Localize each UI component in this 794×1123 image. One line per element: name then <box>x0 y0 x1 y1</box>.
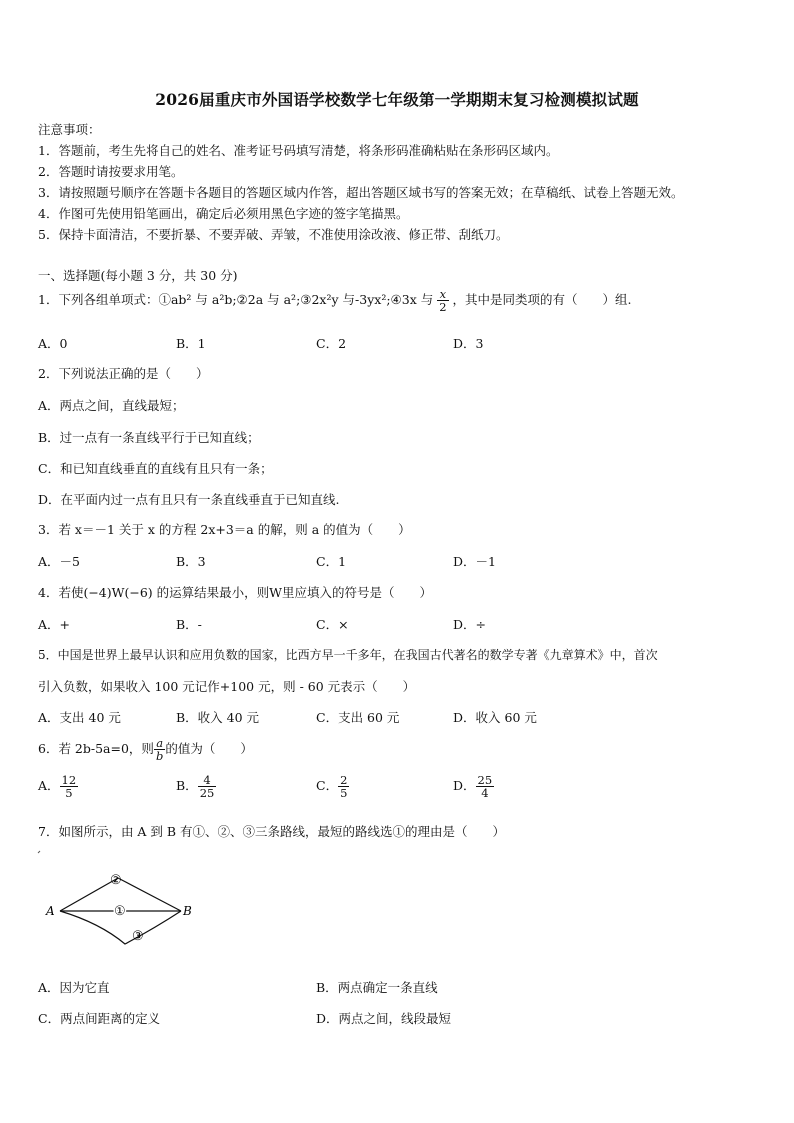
question-6-stem <box>38 737 253 762</box>
option-a: A．+ <box>38 617 71 632</box>
question-3-stem: 3．若 x＝－1 关于 x 的方程 2x+3＝a 的解，则 a 的值为（ ） <box>38 522 411 537</box>
fraction <box>198 774 217 799</box>
option-c: C．支出 60 元 <box>316 710 400 725</box>
option-c <box>316 774 349 799</box>
option-label: B． <box>176 778 198 794</box>
fraction <box>338 774 349 799</box>
option-label: A． <box>38 778 60 794</box>
option-a: A．－5 <box>38 554 80 569</box>
option-b <box>176 774 216 799</box>
question-7-stem: 7．如图所示，由 A 到 B 有①、②、③三条路线，最短的路线选①的理由是（ ） <box>38 824 506 839</box>
option-b: B．1 <box>176 336 206 351</box>
point-b-label: B <box>183 904 192 918</box>
fraction <box>60 774 79 799</box>
option-c: C．两点间距离的定义 <box>38 1011 161 1026</box>
option-b: B．3 <box>176 554 206 569</box>
option-label: D． <box>453 778 476 794</box>
section-heading: 一、选择题(每小题 3 分，共 30 分) <box>38 268 238 283</box>
route-1-label: ① <box>114 904 126 919</box>
fraction <box>476 774 495 799</box>
question-stem-part: 1．下列各组单项式：①ab² 与 a²b;②2a 与 a²;③2x²y 与-3yx²;④3x 与 <box>38 292 434 308</box>
route-2-label: ② <box>110 873 122 888</box>
option-a <box>38 774 78 799</box>
option-c: C．和已知直线垂直的直线有且只有一条； <box>38 461 273 476</box>
option-d: D．3 <box>453 336 484 351</box>
option-d: D．－1 <box>453 554 496 569</box>
option-d: D．÷ <box>453 617 486 632</box>
notice-item: 1．答题前，考生先将自己的姓名、准考证号码填写清楚，将条形码准确粘贴在条形码区域内。 <box>38 143 559 158</box>
route-diagram <box>30 848 230 958</box>
option-c: C．1 <box>316 554 347 569</box>
option-label: C． <box>316 778 339 794</box>
question-5-stem-line2: 引入负数，如果收入 100 元记作+100 元，则 - 60 元表示（ ） <box>38 679 416 694</box>
option-b: B．过一点有一条直线平行于已知直线； <box>38 430 260 445</box>
notice-heading: 注意事项： <box>38 122 101 137</box>
question-2-stem: 2．下列说法正确的是（ ） <box>38 366 209 381</box>
option-d: D．两点之间，线段最短 <box>316 1011 452 1026</box>
route-3-label: ③ <box>132 929 144 944</box>
fraction-numerator: 12 <box>61 773 77 787</box>
option-a: A．因为它直 <box>38 980 110 995</box>
option-d <box>453 774 494 799</box>
fraction-denominator: 5 <box>65 786 73 801</box>
fraction-denominator: 4 <box>481 786 489 801</box>
stray-mark <box>38 851 40 853</box>
question-stem-part: ，其中是同类项的有（ ）组. <box>452 292 632 308</box>
option-c: C．2 <box>316 336 347 351</box>
fraction-denominator: 2 <box>439 300 447 315</box>
notice-item: 4．作图可先使用铅笔画出，确定后必须用黑色字迹的签字笔描黑。 <box>38 206 409 221</box>
question-1-stem <box>38 288 632 313</box>
option-b: B．两点确定一条直线 <box>316 980 438 995</box>
fraction-numerator: a <box>154 737 165 750</box>
fraction-numerator: 2 <box>340 773 348 787</box>
point-a-label: A <box>46 904 55 918</box>
notice-item: 3．请按照题号顺序在答题卡各题目的答题区域内作答，超出答题区域书写的答案无效；在草稿纸、试卷上答题无效。 <box>38 185 684 200</box>
question-stem-part: 的值为（ ） <box>165 741 253 757</box>
fraction <box>437 288 448 313</box>
option-b: B．- <box>176 617 202 632</box>
fraction-denominator: 5 <box>340 786 348 801</box>
notice-item: 2．答题时请按要求用笔。 <box>38 164 184 179</box>
option-c: C．× <box>316 617 349 632</box>
exam-title: 2026届重庆市外国语学校数学七年级第一学期期末复习检测模拟试题 <box>155 90 639 109</box>
notice-item: 5．保持卡面清洁，不要折暴、不要弄破、弄皱，不准使用涂改液、修正带、刮纸刀。 <box>38 227 509 242</box>
option-b: B．收入 40 元 <box>176 710 260 725</box>
question-stem-part: 6．若 2b-5a=0，则 <box>38 741 154 757</box>
option-a: A．支出 40 元 <box>38 710 121 725</box>
fraction-denominator: 25 <box>199 786 215 801</box>
option-a: A．0 <box>38 336 68 351</box>
question-5-stem-line1: 5．中国是世界上最早认识和应用负数的国家，比西方早一千多年，在我国古代著名的数学专著《九章算术》中，首次 <box>38 648 658 662</box>
question-4-stem: 4．若使(−4)W(−6) 的运算结果最小，则W里应填入的符号是（ ） <box>38 585 432 600</box>
option-d: D．收入 60 元 <box>453 710 537 725</box>
fraction-numerator: x <box>437 288 448 301</box>
option-a: A．两点之间，直线最短； <box>38 398 185 413</box>
option-d: D．在平面内过一点有且只有一条直线垂直于已知直线. <box>38 492 340 507</box>
fraction <box>154 737 165 762</box>
fraction-denominator: b <box>155 749 164 764</box>
fraction-numerator: 25 <box>477 773 493 787</box>
fraction-numerator: 4 <box>198 774 217 787</box>
